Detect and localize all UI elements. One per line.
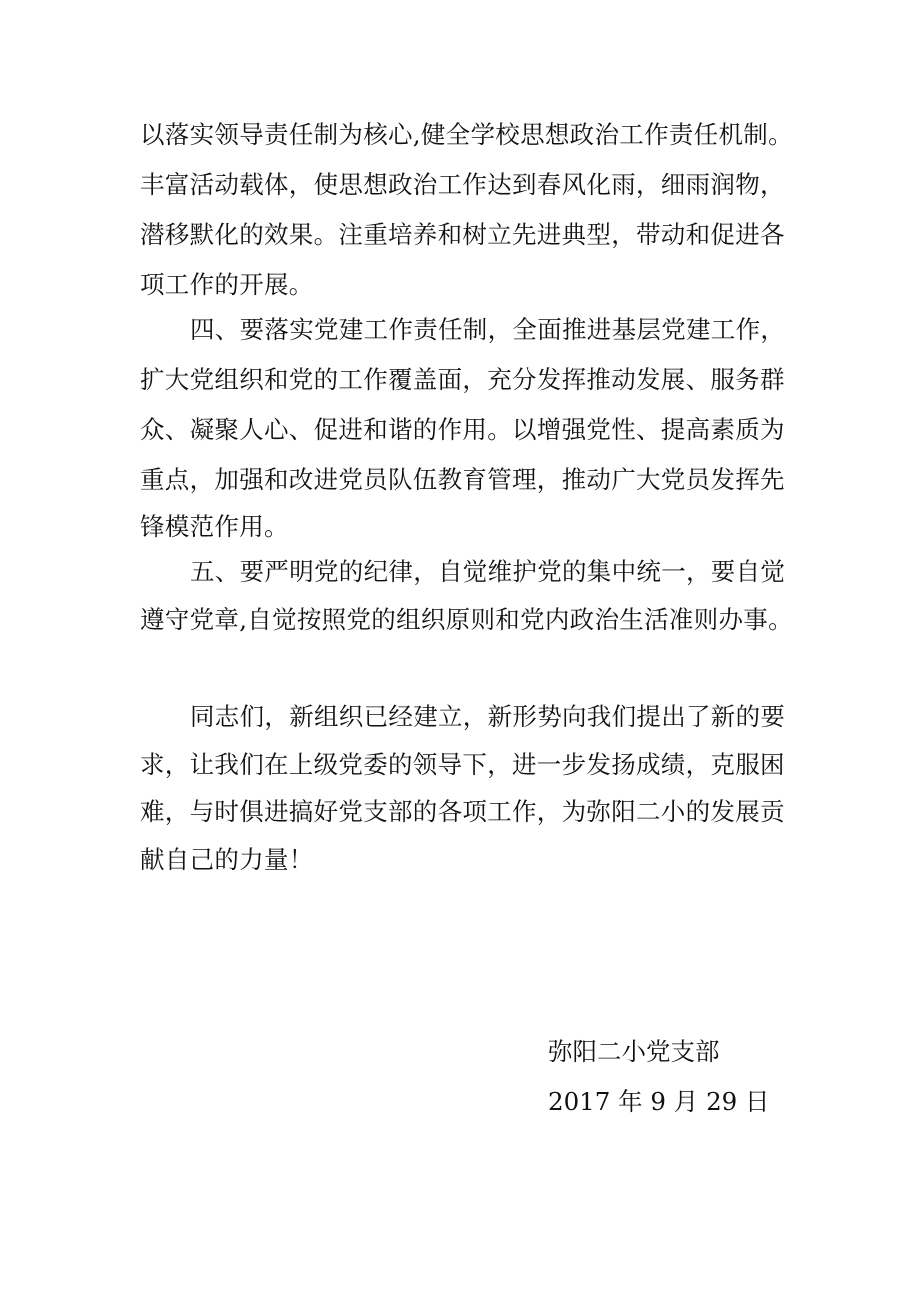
- paragraph-3-line-4: 项工作的开展。: [140, 270, 314, 299]
- closing-line-2: 求，让我们在上级党委的领导下，进一步发扬成绩，克服困: [140, 750, 785, 779]
- paragraph-5-line-2: 遵守党章,自觉按照党的组织原则和党内政治生活准则办事。: [140, 605, 793, 634]
- paragraph-4-line-5: 锋模范作用。: [140, 512, 289, 541]
- paragraph-4-line-4: 重点，加强和改进党员队伍教育管理，推动广大党员发挥先: [140, 465, 785, 494]
- paragraph-5-line-1: 五、要严明党的纪律，自觉维护党的集中统一，要自觉: [190, 557, 786, 586]
- closing-line-1: 同志们，新组织已经建立，新形势向我们提出了新的要: [190, 702, 786, 731]
- closing-line-4: 献自己的力量！: [140, 845, 314, 874]
- signature-date: 2017 年 9 月 29 日: [548, 1087, 770, 1116]
- paragraph-3-line-1: 以落实领导责任制为核心,健全学校思想政治工作责任机制。: [140, 120, 793, 149]
- paragraph-3-line-3: 潜移默化的效果。注重培养和树立先进典型，带动和促进各: [140, 220, 785, 249]
- paragraph-3-line-2: 丰富活动载体，使思想政治工作达到春风化雨，细雨润物，: [140, 170, 785, 199]
- signature-organization: 弥阳二小党支部: [548, 1037, 720, 1066]
- paragraph-4-line-3: 众、凝聚人心、促进和谐的作用。以增强党性、提高素质为: [140, 415, 785, 444]
- paragraph-4-line-2: 扩大党组织和党的工作覆盖面，充分发挥推动发展、服务群: [140, 365, 785, 394]
- closing-line-3: 难，与时俱进搞好党支部的各项工作，为弥阳二小的发展贡: [140, 797, 785, 826]
- paragraph-4-line-1: 四、要落实党建工作责任制，全面推进基层党建工作，: [190, 315, 786, 344]
